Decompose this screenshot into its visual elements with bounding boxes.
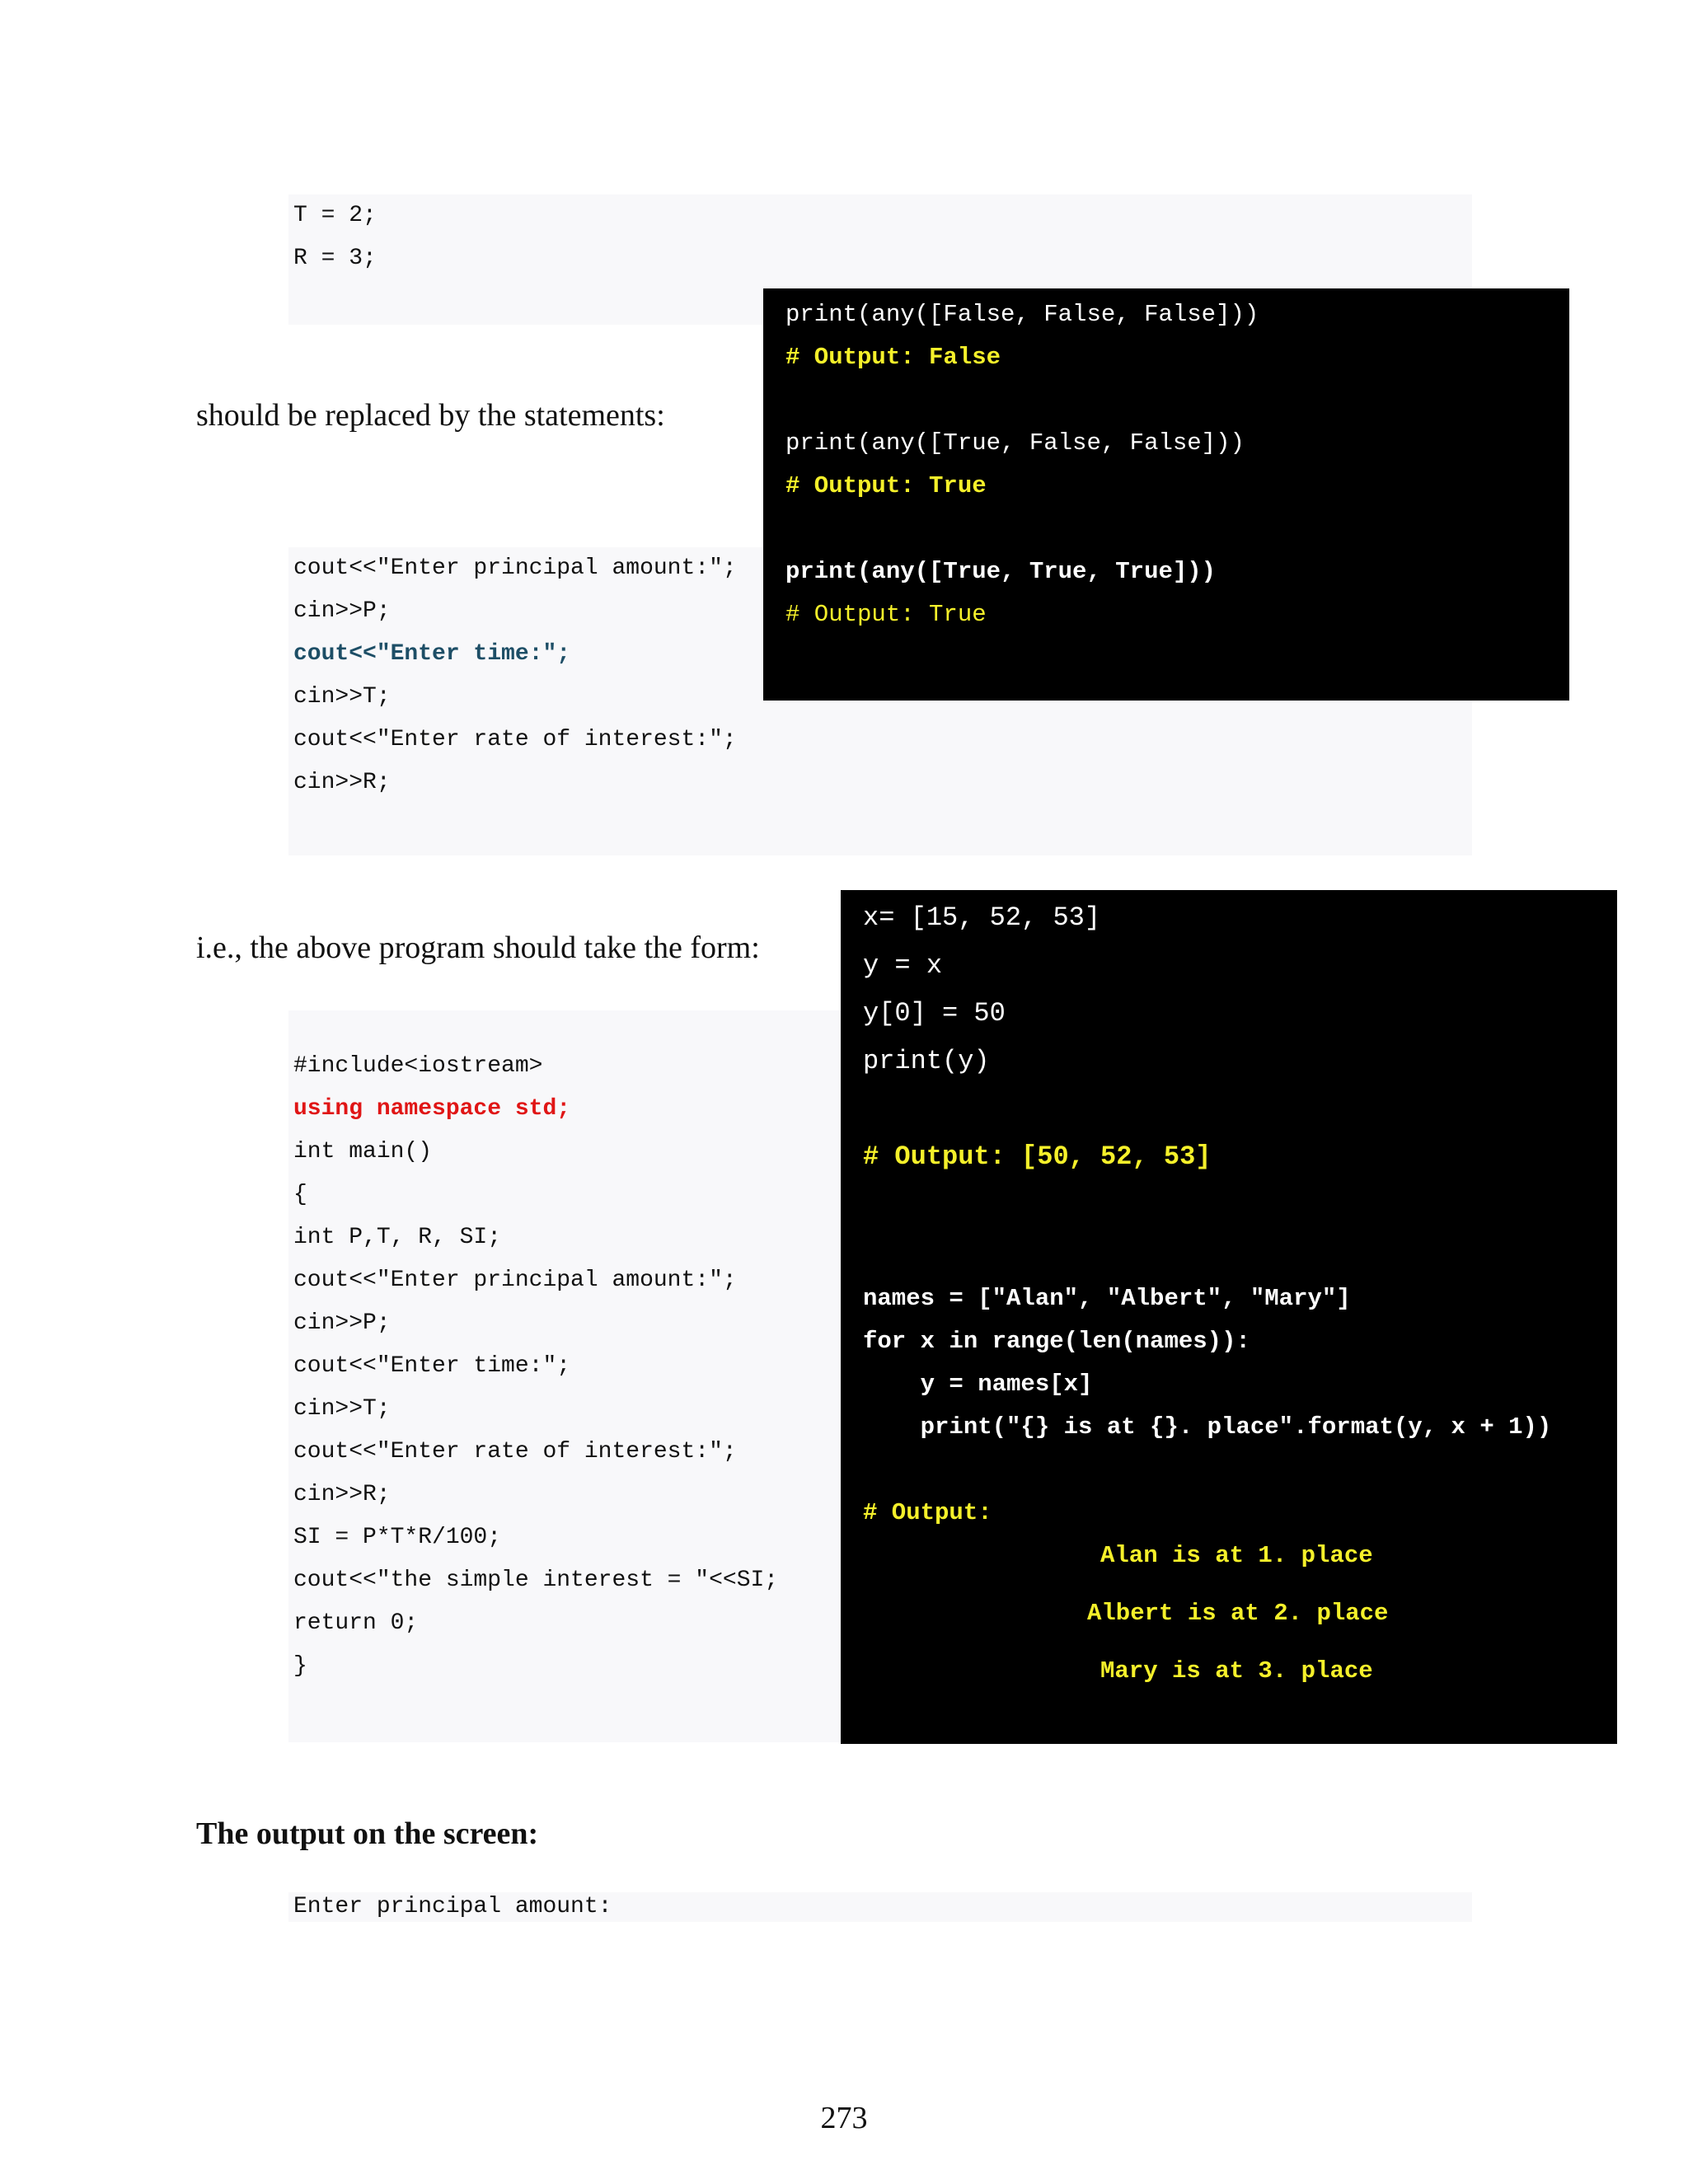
code-line: print(any([True, False, False])) (785, 429, 1245, 457)
page-number: 273 (820, 2101, 868, 2135)
code-comment: # Output: False (785, 344, 1001, 371)
code-line: cin>>T; (293, 684, 391, 710)
code-line: print(any([True, True, True])) (785, 558, 1217, 585)
code-line: y = names[x] (863, 1371, 1093, 1398)
code-line: cout<<"Enter rate of interest:"; (293, 727, 737, 752)
code-line: R = 3; (293, 246, 377, 271)
code-comment: # Output: (863, 1499, 992, 1526)
code-line: cout<<"Enter time:"; (293, 1353, 571, 1379)
code-line: print("{} is at {}. place".format(y, x + 1)) (863, 1413, 1552, 1441)
code-line: y[0] = 50 (863, 998, 1006, 1029)
code-line: cin>>P; (293, 1310, 391, 1336)
output-line: Mary is at 3. place (1100, 1657, 1373, 1685)
code-line: cout<<"Enter principal amount:"; (293, 555, 737, 581)
code-comment: # Output: [50, 52, 53] (863, 1141, 1212, 1172)
heading-output: The output on the screen: (196, 1816, 539, 1851)
output-line: Alan is at 1. place (1100, 1542, 1373, 1569)
code-line: SI = P*T*R/100; (293, 1525, 502, 1550)
code-line: cin>>P; (293, 598, 391, 624)
code-line: print(y) (863, 1046, 990, 1076)
code-line: y = x (863, 950, 943, 981)
code-line: cin>>R; (293, 1482, 391, 1507)
code-line: #include<iostream> (293, 1053, 543, 1079)
code-comment: # Output: True (785, 472, 987, 499)
code-line: return 0; (293, 1610, 419, 1636)
code-line: int main() (293, 1139, 433, 1165)
code-line: Enter principal amount: (293, 1894, 612, 1919)
overlay-code-any (763, 288, 1569, 701)
code-line: print(any([False, False, False])) (785, 301, 1259, 328)
code-line: cout<<"the simple interest = "<<SI; (293, 1568, 779, 1593)
code-line: cin>>R; (293, 770, 391, 795)
output-line: Albert is at 2. place (1087, 1600, 1389, 1627)
code-line: x= [15, 52, 53] (863, 902, 1101, 933)
code-line: for x in range(len(names)): (863, 1328, 1250, 1355)
code-line: { (293, 1182, 307, 1207)
paragraph-form: i.e., the above program should take the form: (196, 930, 760, 965)
overlay-code-list (841, 890, 1617, 1744)
code-line-keyword: using namespace std; (293, 1096, 571, 1122)
code-line: cin>>T; (293, 1396, 391, 1422)
code-line: cout<<"Enter rate of interest:"; (293, 1439, 737, 1465)
paragraph-replaced: should be replaced by the statements: (196, 398, 665, 433)
code-line: T = 2; (293, 203, 377, 228)
code-line: int P,T, R, SI; (293, 1225, 502, 1250)
code-comment: # Output: True (785, 601, 987, 628)
code-line: names = ["Alan", "Albert", "Mary"] (863, 1285, 1351, 1312)
code-block-output (288, 1892, 1472, 1922)
code-line-highlighted: cout<<"Enter time:"; (293, 641, 571, 667)
code-line: cout<<"Enter principal amount:"; (293, 1268, 737, 1293)
code-line: } (293, 1653, 307, 1679)
